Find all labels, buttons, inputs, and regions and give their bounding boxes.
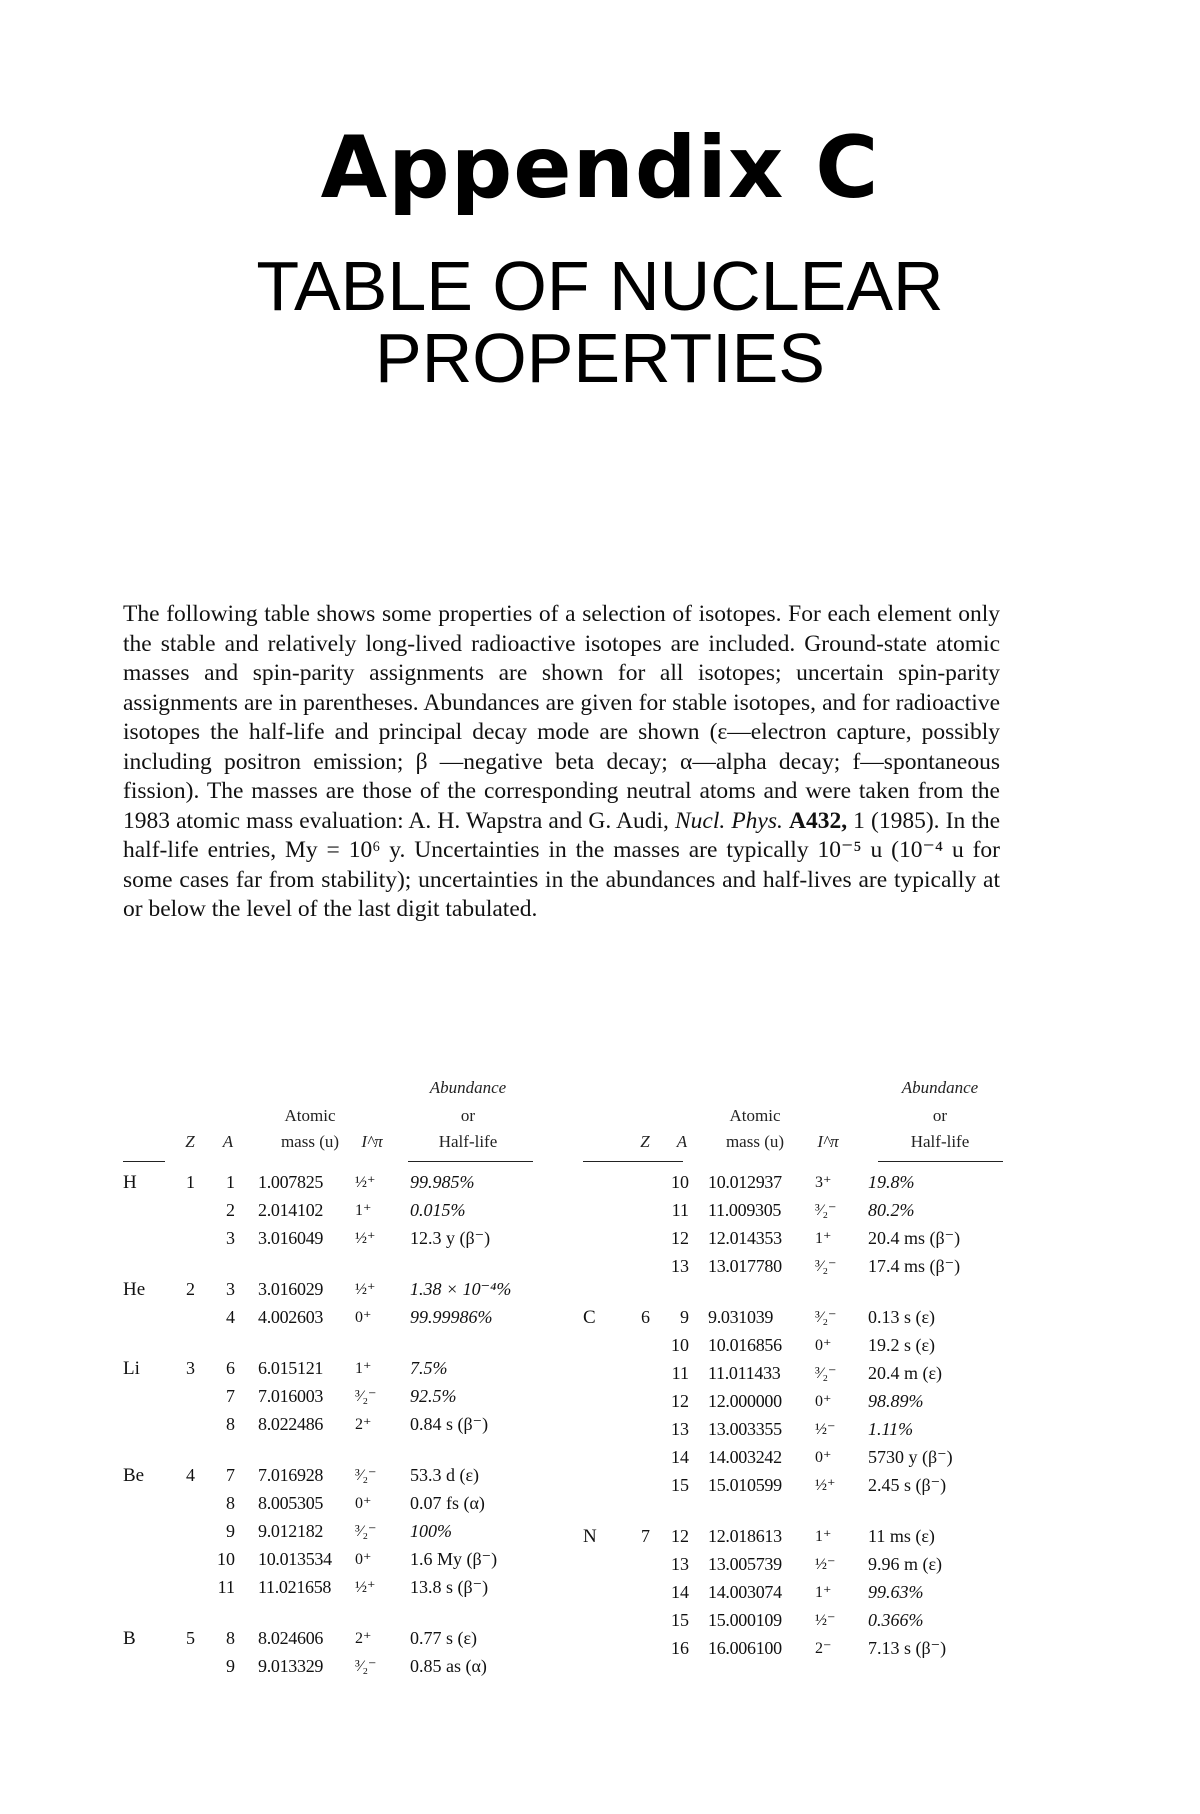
mass-number: 10: [217, 1549, 235, 1569]
atomic-mass: 11.021658: [258, 1577, 332, 1597]
header-halflife: Half-life: [910, 1132, 970, 1151]
element-symbol: B: [123, 1628, 136, 1649]
element-symbol: Li: [123, 1358, 140, 1379]
header-or: or: [932, 1106, 948, 1125]
abundance-value: 98.89%: [868, 1391, 924, 1411]
intro-text-2: 1 (1985). In the half-life entries, My = 10⁶ y. Uncertainties in the masses are typically 10⁻⁵ u (10⁻⁴ u for some cases far from stability); uncertainties in the abundances and half-lives are typically at or below the level of the last digit tabulated.: [123, 807, 1001, 922]
spin-parity: 2⁺: [355, 1416, 372, 1433]
spin-parity: 0⁺: [815, 1393, 832, 1410]
spin-parity: ³⁄₂⁻: [815, 1309, 837, 1326]
mass-number: 2: [226, 1200, 235, 1220]
header-mass: mass (u): [280, 1132, 340, 1151]
spin-parity: 1⁺: [815, 1528, 832, 1545]
mass-number: 12: [671, 1526, 689, 1546]
atomic-mass: 9.012182: [258, 1521, 324, 1541]
mass-number: 3: [226, 1228, 235, 1248]
atomic-mass: 15.010599: [708, 1475, 782, 1495]
atomic-mass: 7.016003: [258, 1386, 324, 1406]
spin-parity: 2⁺: [355, 1630, 372, 1647]
mass-number: 14: [671, 1582, 689, 1602]
rule-right-halflife: [878, 1161, 1003, 1162]
halflife-value: 9.96 m (ε): [868, 1554, 943, 1574]
atomic-mass: 13.005739: [708, 1554, 782, 1574]
spin-parity: 2⁻: [815, 1640, 832, 1657]
abundance-value: 99.985%: [410, 1172, 475, 1192]
atomic-mass: 7.016928: [258, 1465, 324, 1485]
halflife-value: 19.2 s (ε): [868, 1335, 936, 1355]
atomic-number: 4: [186, 1465, 195, 1485]
spin-parity: ½⁻: [815, 1612, 836, 1629]
header-or: or: [460, 1106, 476, 1125]
mass-number: 1: [226, 1172, 235, 1192]
abundance-value: 7.5%: [410, 1358, 448, 1378]
halflife-value: 0.13 s (ε): [868, 1307, 936, 1327]
mass-number: 13: [671, 1554, 689, 1574]
intro-text-1: The following table shows some properties of a selection of isotopes. For each element only the stable and relatively long-lived radioactive isotopes are included. Ground-state atomic masses and spin-parity assignments are shown for all isotopes; uncertain spin-parity assignments are in parentheses. Abundances are given for stable isotopes, and for radioactive isotopes the half-life and principal decay mode are shown (ε—electron capture, possibly including positron emission; β —negative beta decay; α—alpha decay; f—spontaneous fission). The masses are those of the corresponding neutral atoms and were taken from the 1983 atomic mass evaluation: A. H. Wapstra and G. Audi,: [123, 601, 1000, 834]
atomic-mass: 12.000000: [708, 1391, 782, 1411]
mass-number: 9: [680, 1307, 689, 1327]
atomic-mass: 10.013534: [258, 1549, 332, 1569]
mass-number: 13: [671, 1419, 689, 1439]
atomic-mass: 13.017780: [708, 1256, 782, 1276]
halflife-value: 5730 y (β⁻): [868, 1447, 953, 1467]
mass-number: 9: [226, 1656, 235, 1676]
atomic-mass: 10.016856: [708, 1335, 782, 1355]
mass-number: 8: [226, 1628, 235, 1648]
atomic-mass: 13.003355: [708, 1419, 782, 1439]
abundance-value: 99.63%: [868, 1582, 924, 1602]
title-line-2: PROPERTIES: [375, 319, 825, 397]
element-symbol: C: [583, 1307, 596, 1328]
atomic-mass: 10.012937: [708, 1172, 782, 1192]
journal-name: Nucl. Phys.: [674, 807, 783, 834]
mass-number: 11: [671, 1363, 689, 1383]
halflife-value: 0.77 s (ε): [410, 1628, 478, 1648]
mass-number: 9: [226, 1521, 235, 1541]
element-symbol: He: [123, 1279, 146, 1300]
atomic-mass: 3.016049: [258, 1228, 324, 1248]
atomic-mass: 4.002603: [258, 1307, 324, 1327]
spin-parity: ³⁄₂⁻: [815, 1258, 837, 1275]
atomic-mass: 8.024606: [258, 1628, 324, 1648]
atomic-mass: 11.009305: [708, 1200, 782, 1220]
halflife-value: 53.3 d (ε): [410, 1465, 480, 1485]
element-symbol: Be: [123, 1465, 145, 1486]
abundance-value: 19.8%: [868, 1172, 915, 1192]
atomic-mass: 9.013329: [258, 1656, 324, 1676]
spin-parity: ³⁄₂⁻: [815, 1202, 837, 1219]
header-atomic: Atomic: [729, 1106, 781, 1125]
header-abundance: Abundance: [429, 1078, 507, 1097]
header-z: Z: [185, 1132, 195, 1151]
mass-number: 12: [671, 1391, 689, 1411]
atomic-mass: 14.003074: [708, 1582, 782, 1602]
rule-left-halflife: [408, 1161, 533, 1162]
spin-parity: 0⁺: [355, 1309, 372, 1326]
atomic-mass: 8.022486: [258, 1414, 324, 1434]
mass-number: 7: [226, 1386, 235, 1406]
abundance-value: 0.366%: [868, 1610, 924, 1630]
halflife-value: 2.45 s (β⁻): [868, 1475, 947, 1495]
atomic-mass: 3.016029: [258, 1279, 324, 1299]
spin-parity: ½⁺: [815, 1477, 836, 1494]
atomic-mass: 2.014102: [258, 1200, 324, 1220]
appendix-heading: Appendix C: [320, 118, 880, 218]
spin-parity: ³⁄₂⁻: [355, 1523, 377, 1540]
mass-number: 13: [671, 1256, 689, 1276]
mass-number: 10: [671, 1172, 689, 1192]
mass-number: 8: [226, 1414, 235, 1434]
mass-number: 15: [671, 1475, 689, 1495]
spin-parity: 0⁺: [355, 1551, 372, 1568]
spin-parity: 1⁺: [355, 1360, 372, 1377]
rule-right-el: [583, 1161, 683, 1162]
element-symbol: N: [583, 1526, 597, 1547]
mass-number: 8: [226, 1493, 235, 1513]
spin-parity: ³⁄₂⁻: [355, 1467, 377, 1484]
atomic-mass: 6.015121: [258, 1358, 324, 1378]
halflife-value: 0.84 s (β⁻): [410, 1414, 489, 1434]
spin-parity: 0⁺: [815, 1449, 832, 1466]
spin-parity: ½⁺: [355, 1579, 376, 1596]
halflife-value: 0.85 as (α): [410, 1656, 487, 1676]
mass-number: 7: [226, 1465, 235, 1485]
atomic-number: 6: [641, 1307, 650, 1327]
spin-parity: ½⁻: [815, 1556, 836, 1573]
header-a: A: [222, 1132, 234, 1151]
mass-number: 10: [671, 1335, 689, 1355]
abundance-value: 1.11%: [868, 1419, 914, 1439]
journal-volume: A432,: [788, 807, 848, 834]
atomic-mass: 12.018613: [708, 1526, 782, 1546]
atomic-mass: 1.007825: [258, 1172, 324, 1192]
abundance-value: 100%: [410, 1521, 452, 1541]
halflife-value: 12.3 y (β⁻): [410, 1228, 491, 1248]
halflife-value: 13.8 s (β⁻): [410, 1577, 489, 1597]
mass-number: 15: [671, 1610, 689, 1630]
mass-number: 14: [671, 1447, 689, 1467]
header-abundance: Abundance: [901, 1078, 979, 1097]
atomic-mass: 16.006100: [708, 1638, 782, 1658]
atomic-mass: 8.005305: [258, 1493, 324, 1513]
halflife-value: 0.07 fs (α): [410, 1493, 485, 1513]
halflife-value: 20.4 m (ε): [868, 1363, 943, 1383]
header-a: A: [676, 1132, 688, 1151]
header-jp: I^π: [817, 1132, 839, 1151]
spin-parity: 1⁺: [815, 1584, 832, 1601]
abundance-value: 80.2%: [868, 1200, 915, 1220]
header-atomic: Atomic: [284, 1106, 336, 1125]
spin-parity: 1⁺: [355, 1202, 372, 1219]
abundance-value: 0.015%: [410, 1200, 466, 1220]
mass-number: 12: [671, 1228, 689, 1248]
spin-parity: ½⁺: [355, 1174, 376, 1191]
halflife-value: 20.4 ms (β⁻): [868, 1228, 961, 1248]
mass-number: 16: [671, 1638, 689, 1658]
atomic-mass: 14.003242: [708, 1447, 782, 1467]
spin-parity: ³⁄₂⁻: [355, 1658, 377, 1675]
mass-number: 6: [226, 1358, 235, 1378]
spin-parity: 0⁺: [815, 1337, 832, 1354]
abundance-value: 99.99986%: [410, 1307, 493, 1327]
spin-parity: 3⁺: [815, 1174, 832, 1191]
title-line-1: TABLE OF NUCLEAR: [256, 247, 944, 325]
spin-parity: ½⁻: [815, 1421, 836, 1438]
mass-number: 11: [217, 1577, 235, 1597]
atomic-number: 2: [186, 1279, 195, 1299]
atomic-mass: 12.014353: [708, 1228, 782, 1248]
intro-paragraph: [123, 600, 1000, 925]
header-halflife: Half-life: [438, 1132, 498, 1151]
atomic-mass: 11.011433: [708, 1363, 781, 1383]
rule-left-el: [123, 1161, 165, 1162]
mass-number: 4: [226, 1307, 235, 1327]
halflife-value: 7.13 s (β⁻): [868, 1638, 947, 1658]
spin-parity: 0⁺: [355, 1495, 372, 1512]
abundance-value: 92.5%: [410, 1386, 457, 1406]
spin-parity: ³⁄₂⁻: [355, 1388, 377, 1405]
header-mass: mass (u): [725, 1132, 785, 1151]
halflife-value: 1.6 My (β⁻): [410, 1549, 498, 1569]
atomic-mass: 15.000109: [708, 1610, 782, 1630]
atomic-number: 5: [186, 1628, 195, 1648]
spin-parity: 1⁺: [815, 1230, 832, 1247]
abundance-value: 1.38 × 10⁻⁴%: [410, 1279, 512, 1299]
spin-parity: ½⁺: [355, 1230, 376, 1247]
atomic-number: 1: [186, 1172, 195, 1192]
header-jp: I^π: [361, 1132, 383, 1151]
mass-number: 3: [226, 1279, 235, 1299]
page-title: [0, 247, 1200, 397]
header-z: Z: [640, 1132, 650, 1151]
mass-number: 11: [671, 1200, 689, 1220]
halflife-value: 11 ms (ε): [868, 1526, 935, 1546]
atomic-number: 3: [186, 1358, 195, 1378]
halflife-value: 17.4 ms (β⁻): [868, 1256, 961, 1276]
spin-parity: ½⁺: [355, 1281, 376, 1298]
atomic-mass: 9.031039: [708, 1307, 774, 1327]
atomic-number: 7: [641, 1526, 650, 1546]
element-symbol: H: [123, 1172, 137, 1193]
spin-parity: ³⁄₂⁻: [815, 1365, 837, 1382]
